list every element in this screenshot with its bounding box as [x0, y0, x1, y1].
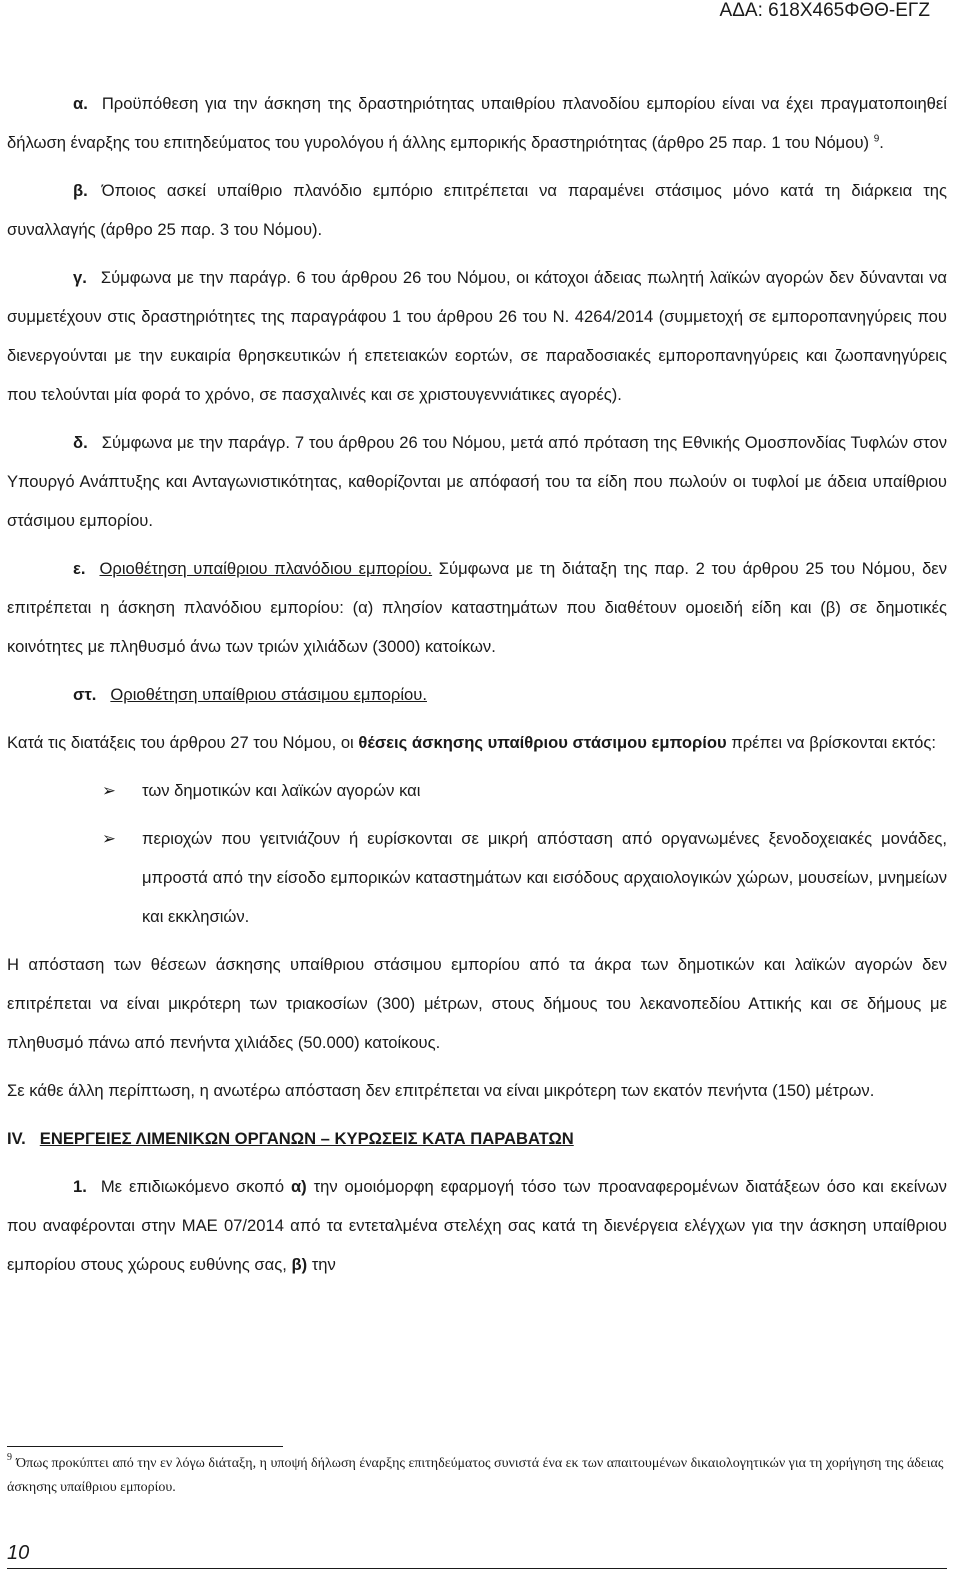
ada-code: ΑΔΑ: 618Χ465ΦΘΘ-ΕΓΖ [719, 0, 930, 21]
st-body-pre: Κατά τις διατάξεις του άρθρου 27 του Νόμου, οι [7, 733, 354, 752]
paragraph-d-text: Σύμφωνα με την παράγρ. 7 του άρθρου 26 του Νόμου, μετά από πρόταση της Εθνικής Ομοσπονδίας Τυφλών στον Υπουργό Ανάπτυξης και Ανταγωνιστικότητας, καθορίζονται με απόφασή του τα είδη που πωλούν οι τυφλοί με άδεια υπαίθριου στάσιμου εμπορίου. [7, 433, 947, 530]
item-1 [7, 1167, 947, 1284]
paragraph-c [7, 258, 947, 414]
paragraph-st-label: στ. [73, 685, 97, 704]
paragraph-b-label: β. [73, 181, 88, 200]
paragraph-c-text: Σύμφωνα με την παράγρ. 6 του άρθρου 26 του Νόμου, οι κάτοχοι άδειας πωλητή λαϊκών αγορών δεν δύνανται να συμμετέχουν στις δραστηριότητες της παραγράφου 1 του άρθρου 26 του Ν. 4264/2014 (συμμετοχή σε εμποροπανηγύρεις που διενεργούνται με την ευκαιρία θρησκευτικών ή επετειακών εορτών, σε παραδοσιακές εμποροπανηγύρεις και ζωοπανηγύρεις που τελούνται μία φορά το χρόνο, σε πασχαλινές και σε χριστουγεννιάτικες αγορές). [7, 268, 947, 404]
paragraph-d-label: δ. [73, 433, 88, 452]
paragraph-st-body [7, 723, 947, 762]
section-number: IV. [7, 1129, 26, 1148]
bullet-item [7, 819, 947, 936]
footnote-separator [7, 1446, 283, 1447]
bullet-text: των δημοτικών και λαϊκών αγορών και [142, 781, 421, 800]
footnote-number: 9 [7, 1452, 12, 1463]
paragraph-a-label: α. [73, 94, 88, 113]
item-1-a: α) [290, 1177, 307, 1196]
bullet-item [7, 771, 947, 810]
document-body [7, 84, 947, 1293]
paragraph-distance: Η απόσταση των θέσεων άσκησης υπαίθριου στάσιμου εμπορίου από τα άκρα των δημοτικών και λαϊκών αγορών δεν επιτρέπεται να είναι μικρότερη των τριακοσίων (300) μέτρων, στους δήμους του λεκανοπεδίου Αττικής και σε δήμους με πληθυσμό πάνω από πενήντα χιλιάδες (50.000) κατοίκους. [7, 955, 947, 1052]
paragraph-d [7, 423, 947, 540]
item-1-b: β) [291, 1255, 308, 1274]
item-1-post: την [311, 1255, 336, 1274]
footnote-text: Όπως προκύπτει από την εν λόγω διάταξη, η υποψή δήλωση έναρξης επιτηδεύματος συνιστά ένα εκ των απαιτουμένων δικαιολογητικών για τη χορήγηση της άδειας άσκησης υπαίθριου εμπορίου. [7, 1456, 944, 1495]
page-footer-line [7, 1568, 947, 1569]
item-1-number: 1. [73, 1177, 87, 1196]
paragraph-a [7, 84, 947, 162]
paragraph-st [7, 675, 947, 714]
paragraph-a-end: . [879, 133, 884, 152]
st-body-post: πρέπει να βρίσκονται εκτός: [731, 733, 937, 752]
paragraph-b-text: Όποιος ασκεί υπαίθριο πλανόδιο εμπόριο επιτρέπεται να παραμένει στάσιμος μόνο κατά τη διάρκεια της συναλλαγής (άρθρο 25 παρ. 3 του Νόμου). [7, 181, 947, 239]
footnote [7, 1452, 952, 1500]
st-body-bold: θέσεις άσκησης υπαίθριου στάσιμου εμπορίου [358, 733, 727, 752]
paragraph-e [7, 549, 947, 666]
page-number: 10 [7, 1542, 30, 1564]
section-heading [7, 1119, 947, 1158]
paragraph-a-text: Προϋπόθεση για την άσκηση της δραστηριότητας υπαιθρίου πλανοδίου εμπορίου είναι να έχει πραγματοποιηθεί δήλωση έναρξης του επιτηδεύματος του γυρολόγου ή άλλης εμπορικής δραστηριότητας (άρθρο 25 παρ. 1 του Νόμου) [7, 94, 947, 152]
paragraph-st-title: Οριοθέτηση υπαίθριου στάσιμου εμπορίου. [110, 685, 427, 704]
paragraph-e-text: Σύμφωνα με τη διάταξη της παρ. 2 του άρθρου 25 του Νόμου, δεν επιτρέπεται η άσκηση πλανόδιου εμπορίου: (α) πλησίον καταστημάτων που διαθέτουν ομοειδή είδη και (β) σε δημοτικές κοινότητες με πληθυσμό άνω των τριών χιλιάδων (3000) κατοίκων. [7, 559, 948, 656]
arrow-bullet-icon: ➢ [102, 829, 116, 848]
paragraph-other: Σε κάθε άλλη περίπτωση, η ανωτέρω απόσταση δεν επιτρέπεται να είναι μικρότερη των εκατόν πενήντα (150) μέτρων. [7, 1081, 875, 1100]
paragraph-b [7, 171, 947, 249]
paragraph-e-label: ε. [73, 559, 86, 578]
paragraph-c-label: γ. [73, 268, 87, 287]
footnote-ref[interactable]: 9 [873, 133, 880, 145]
item-1-pre: Με επιδιωκόμενο σκοπό [100, 1177, 285, 1196]
item-1-mid: την ομοιόμορφη εφαρμογή τόσο των προαναφερομένων διατάξεων όσο και εκείνων που αναφέρονται στην ΜΑΕ 07/2014 από τα εντεταλμένα στελέχη σας κατά τη διενέργεια ελέγχων για την άσκηση υπαίθριου εμπορίου στους χώρους ευθύνης σας, [7, 1177, 947, 1274]
paragraph-e-title: Οριοθέτηση υπαίθριου πλανόδιου εμπορίου. [99, 559, 433, 578]
arrow-bullet-icon: ➢ [102, 781, 116, 800]
bullet-text: περιοχών που γειτνιάζουν ή ευρίσκονται σε μικρή απόσταση από οργανωμένες ξενοδοχειακές μονάδες, μπροστά από την είσοδο εμπορικών καταστημάτων και εισόδους αρχαιολογικών χώρων, μουσείων, μνημείων και εκκλησιών. [142, 829, 947, 926]
section-title: ΕΝΕΡΓΕΙΕΣ ΛΙΜΕΝΙΚΩΝ ΟΡΓΑΝΩΝ – ΚΥΡΩΣΕΙΣ ΚΑΤΑ ΠΑΡΑΒΑΤΩΝ [39, 1129, 574, 1148]
